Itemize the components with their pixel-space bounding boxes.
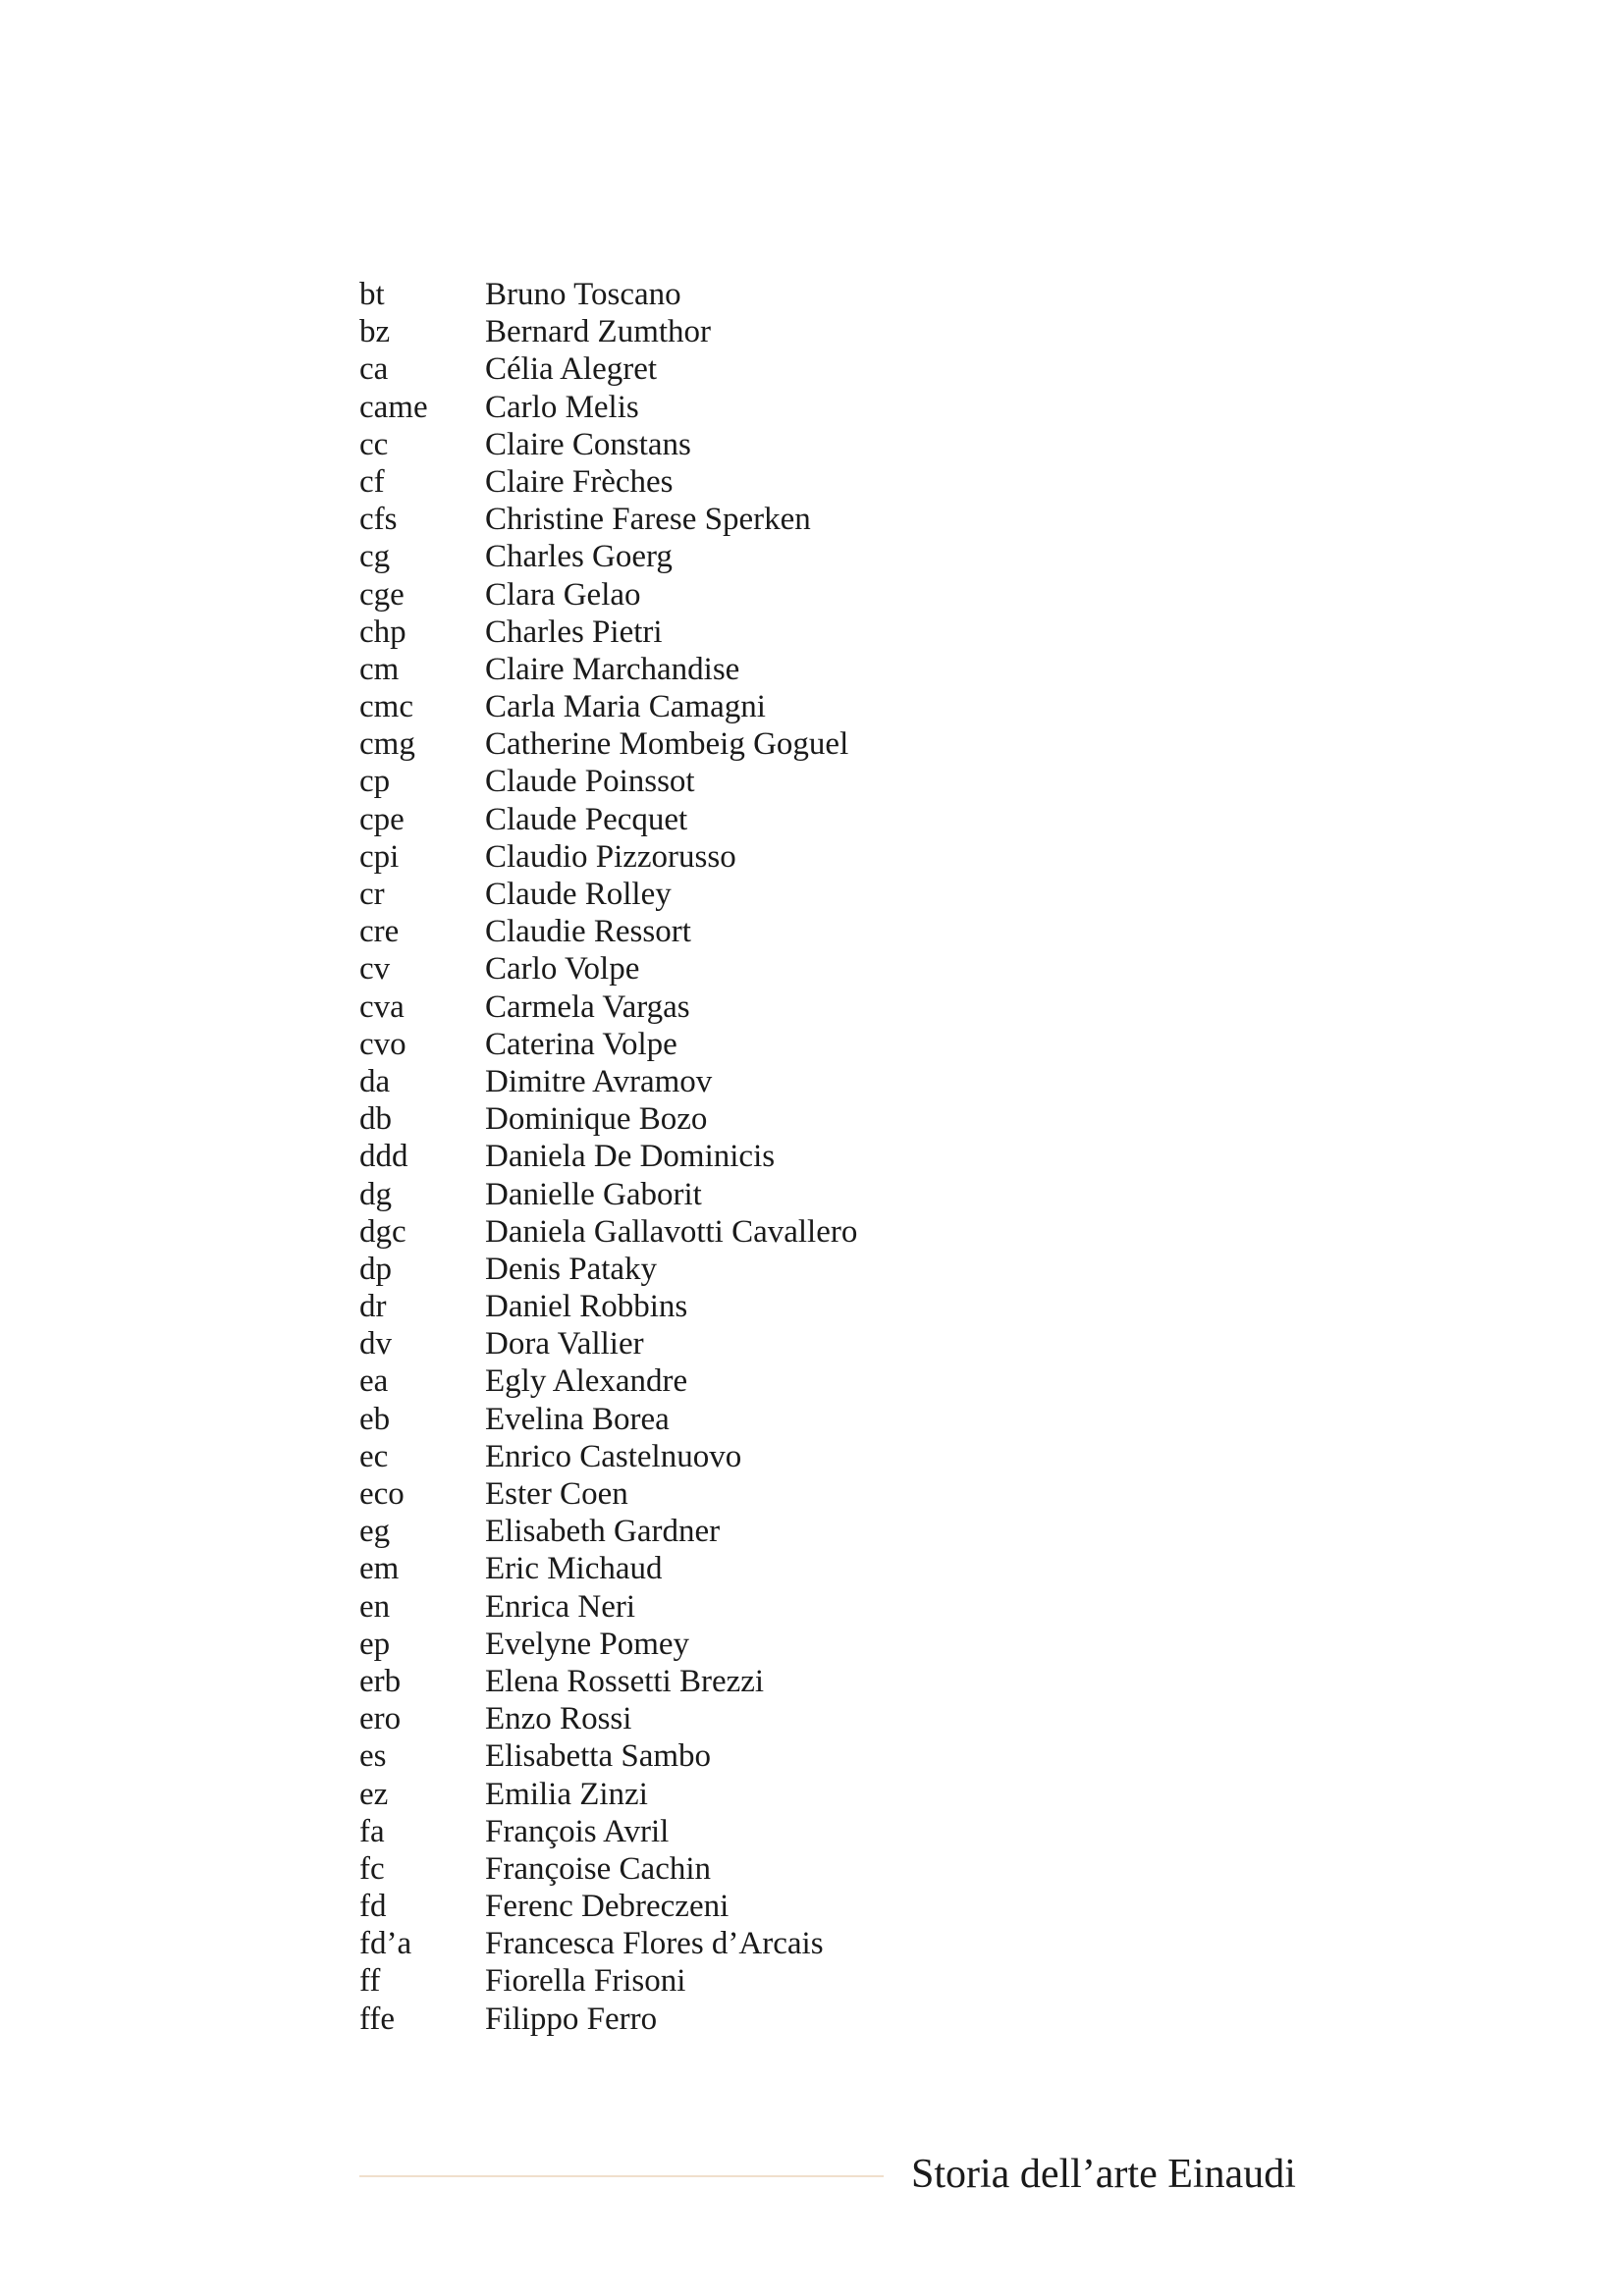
entry-name: Bernard Zumthor <box>485 314 712 350</box>
list-item <box>359 1438 857 1475</box>
entry-name: Charles Pietri <box>485 614 663 650</box>
list-item <box>359 1026 857 1063</box>
entry-abbreviation: chp <box>359 614 406 650</box>
entry-abbreviation: cmg <box>359 726 415 763</box>
list-item <box>359 1362 857 1400</box>
entry-name: Claude Rolley <box>485 877 672 912</box>
entry-abbreviation: cm <box>359 651 400 687</box>
list-item <box>359 426 857 463</box>
entry-name: Carla Maria Camagni <box>485 689 766 725</box>
entry-name: Françoise Cachin <box>485 1850 712 1887</box>
entry-abbreviation: ffe <box>359 2001 396 2037</box>
entry-abbreviation: cv <box>359 951 391 988</box>
entry-abbreviation: fd <box>359 1889 387 1925</box>
list-item <box>359 1325 857 1362</box>
entry-name: Dominique Bozo <box>485 1101 708 1138</box>
entry-name: Carlo Volpe <box>485 951 640 988</box>
entry-name: Evelyne Pomey <box>485 1626 690 1662</box>
entry-name: Catherine Mombeig Goguel <box>485 726 849 763</box>
entry-abbreviation: bz <box>359 314 391 350</box>
list-item <box>359 838 857 876</box>
entry-abbreviation: cge <box>359 576 405 613</box>
entry-name: Caterina Volpe <box>485 1026 677 1062</box>
list-item <box>359 1401 857 1438</box>
list-item <box>359 1626 857 1663</box>
list-item <box>359 1776 857 1813</box>
entry-abbreviation: ero <box>359 1701 402 1737</box>
entry-abbreviation: cva <box>359 988 405 1025</box>
entry-abbreviation: ff <box>359 1963 381 2000</box>
entry-abbreviation: cmc <box>359 689 413 725</box>
entry-name: Elisabetta Sambo <box>485 1738 712 1775</box>
entry-abbreviation: ca <box>359 351 389 388</box>
entry-abbreviation: cr <box>359 877 385 912</box>
entry-abbreviation: fc <box>359 1850 385 1887</box>
entry-name: François Avril <box>485 1813 670 1849</box>
list-item <box>359 350 857 388</box>
list-item <box>359 313 857 350</box>
entry-abbreviation: da <box>359 1063 391 1099</box>
entry-name: Enzo Rossi <box>485 1701 632 1737</box>
entry-abbreviation: eco <box>359 1476 405 1512</box>
entry-abbreviation: en <box>359 1588 391 1625</box>
entry-abbreviation: bt <box>359 277 385 312</box>
entry-abbreviation: ez <box>359 1776 389 1812</box>
entry-name: Claudie Ressort <box>485 914 691 950</box>
list-item <box>359 688 857 725</box>
list-item <box>359 1813 857 1850</box>
list-item <box>359 1100 857 1138</box>
list-item <box>359 1475 857 1513</box>
entry-name: Daniel Robbins <box>485 1289 688 1325</box>
entry-abbreviation: eb <box>359 1401 391 1437</box>
entry-abbreviation: fd’a <box>359 1926 412 1962</box>
entry-name: Filippo Ferro <box>485 2001 658 2037</box>
entry-name: Ester Coen <box>485 1476 628 1512</box>
list-item <box>359 1850 857 1888</box>
entry-abbreviation: cc <box>359 426 389 462</box>
list-item <box>359 1962 857 2000</box>
entry-name: Claire Constans <box>485 426 691 462</box>
entry-name: Egly Alexandre <box>485 1363 688 1400</box>
entry-name: Charles Goerg <box>485 539 673 575</box>
entry-abbreviation: db <box>359 1101 392 1138</box>
entry-name: Claire Marchandise <box>485 651 740 687</box>
entry-name: Enrica Neri <box>485 1588 635 1625</box>
entry-abbreviation: cpe <box>359 801 405 837</box>
entry-name: Claude Pecquet <box>485 801 688 837</box>
entry-abbreviation: came <box>359 389 428 425</box>
list-item <box>359 763 857 800</box>
entry-abbreviation: es <box>359 1738 387 1775</box>
footer-rule <box>359 2175 884 2177</box>
entry-name: Bruno Toscano <box>485 277 681 312</box>
entry-abbreviation: fa <box>359 1813 385 1849</box>
entry-abbreviation: cp <box>359 764 391 800</box>
list-item <box>359 1251 857 1288</box>
list-item <box>359 876 857 913</box>
entry-abbreviation: cre <box>359 914 400 950</box>
list-item <box>359 1588 857 1626</box>
list-item <box>359 1213 857 1251</box>
entry-name: Dimitre Avramov <box>485 1063 713 1099</box>
list-item <box>359 276 857 313</box>
list-item <box>359 1176 857 1213</box>
entry-name: Claudio Pizzorusso <box>485 838 736 875</box>
contributors-list <box>359 276 857 2038</box>
entry-name: Danielle Gaborit <box>485 1176 702 1212</box>
entry-abbreviation: ddd <box>359 1139 408 1175</box>
entry-abbreviation: ec <box>359 1438 389 1474</box>
list-item <box>359 538 857 575</box>
footer-title: Storia dell’arte Einaudi <box>911 2152 1296 2197</box>
entry-abbreviation: dp <box>359 1251 392 1287</box>
entry-name: Francesca Flores d’Arcais <box>485 1926 824 1962</box>
list-item <box>359 1513 857 1550</box>
entry-abbreviation: cfs <box>359 502 398 538</box>
list-item <box>359 501 857 538</box>
entry-abbreviation: cg <box>359 539 391 575</box>
entry-name: Enrico Castelnuovo <box>485 1438 742 1474</box>
entry-name: Elisabeth Gardner <box>485 1514 721 1550</box>
list-item <box>359 1700 857 1737</box>
entry-name: Christine Farese Sperken <box>485 502 811 538</box>
entry-name: Carmela Vargas <box>485 988 690 1025</box>
entry-abbreviation: eg <box>359 1514 391 1550</box>
entry-abbreviation: ea <box>359 1363 389 1400</box>
list-item <box>359 1550 857 1587</box>
list-item <box>359 913 857 950</box>
list-item <box>359 576 857 614</box>
list-item <box>359 725 857 763</box>
entry-name: Eric Michaud <box>485 1551 663 1587</box>
entry-name: Célia Alegret <box>485 351 658 388</box>
list-item <box>359 389 857 426</box>
list-item <box>359 651 857 688</box>
list-item <box>359 1888 857 1925</box>
list-item <box>359 801 857 838</box>
list-item <box>359 614 857 651</box>
list-item <box>359 950 857 988</box>
list-item <box>359 1925 857 1962</box>
entry-name: Clara Gelao <box>485 576 641 613</box>
entry-abbreviation: erb <box>359 1663 402 1699</box>
list-item <box>359 1663 857 1700</box>
list-item <box>359 988 857 1026</box>
list-item <box>359 1288 857 1325</box>
entry-name: Emilia Zinzi <box>485 1776 648 1812</box>
entry-name: Elena Rossetti Brezzi <box>485 1663 765 1699</box>
entry-name: Claude Poinssot <box>485 764 695 800</box>
entry-abbreviation: cvo <box>359 1026 406 1062</box>
list-item <box>359 1063 857 1100</box>
entry-abbreviation: ep <box>359 1626 391 1662</box>
entry-name: Claire Frèches <box>485 463 674 500</box>
entry-abbreviation: cpi <box>359 838 400 875</box>
entry-name: Dora Vallier <box>485 1326 644 1362</box>
list-item <box>359 1737 857 1775</box>
entry-abbreviation: em <box>359 1551 400 1587</box>
entry-name: Daniela Gallavotti Cavallero <box>485 1213 858 1250</box>
entry-abbreviation: dg <box>359 1176 392 1212</box>
list-item <box>359 2001 857 2038</box>
entry-name: Carlo Melis <box>485 389 639 425</box>
entry-abbreviation: dv <box>359 1326 392 1362</box>
entry-abbreviation: cf <box>359 463 385 500</box>
entry-abbreviation: dr <box>359 1289 387 1325</box>
entry-abbreviation: dgc <box>359 1213 406 1250</box>
entry-name: Evelina Borea <box>485 1401 670 1437</box>
entry-name: Daniela De Dominicis <box>485 1139 776 1175</box>
entry-name: Fiorella Frisoni <box>485 1963 686 2000</box>
list-item <box>359 463 857 501</box>
entry-name: Ferenc Debreczeni <box>485 1889 730 1925</box>
entry-name: Denis Pataky <box>485 1251 658 1287</box>
list-item <box>359 1138 857 1175</box>
